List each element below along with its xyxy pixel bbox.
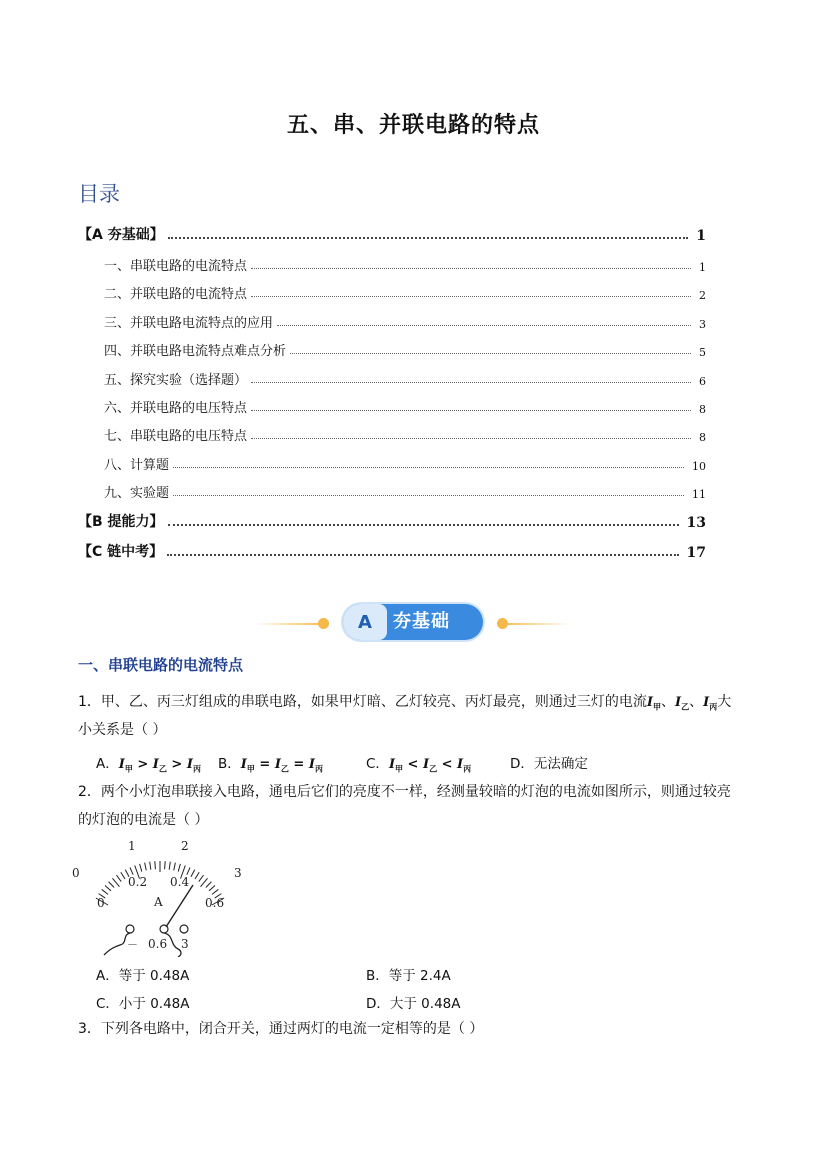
toc-entry-page: 8 <box>699 431 706 444</box>
scale-tick <box>187 867 190 874</box>
toc-entry-label: 三、并联电路电流特点的应用 <box>104 316 274 331</box>
toc-leader-dots <box>251 268 691 269</box>
toc-leader-dots <box>251 438 691 439</box>
toc-entry[interactable] <box>104 254 706 274</box>
toc-entry[interactable] <box>104 424 706 444</box>
scale-tick <box>165 861 166 869</box>
ammeter-dial-figure <box>70 835 250 957</box>
toc-entry-page: 17 <box>686 545 706 561</box>
scale-tick <box>102 889 108 894</box>
question-1-line-2: 小关系是（ ） <box>78 722 167 738</box>
scale-tick <box>150 862 151 870</box>
scale-label-lower-0: 0 <box>97 896 105 910</box>
banner-line-right <box>500 623 570 625</box>
scale-tick <box>130 867 133 874</box>
scale-tick <box>191 870 195 877</box>
toc-entry-page: 2 <box>699 289 706 302</box>
toc-entry-page: 10 <box>692 460 706 473</box>
toc-entry[interactable] <box>104 368 706 388</box>
scale-label-upper-2: 2 <box>181 839 189 853</box>
toc-leader-dots <box>167 554 678 556</box>
toc-entry[interactable] <box>78 511 706 531</box>
scale-label-lower-1: 0.2 <box>128 875 148 889</box>
toc-entry-label: 五、探究实验（选择题） <box>104 373 248 388</box>
toc-entry-page: 5 <box>699 346 706 359</box>
terminal-3 <box>180 925 188 933</box>
toc-heading: 目录 <box>78 182 120 206</box>
toc-entry-label: 八、计算题 <box>104 458 170 473</box>
toc-entry-label: 二、并联电路的电流特点 <box>104 287 248 302</box>
toc-entry-label: 九、实验题 <box>104 486 170 501</box>
scale-tick <box>155 861 156 869</box>
current-yi: $I_乙$ <box>675 695 690 712</box>
toc-entry-label: 七、串联电路的电压特点 <box>104 429 248 444</box>
toc-leader-dots <box>251 382 691 383</box>
scale-tick <box>145 863 147 871</box>
question-1-line-1: 1．甲、乙、丙三灯组成的串联电路，如果甲灯暗、乙灯较亮、丙灯最亮，则通过三灯的电流$I_甲$、$I_乙$、$I_丙$大 <box>78 694 732 712</box>
toc-leader-dots <box>251 410 691 411</box>
page-title: 五、串、并联电路的特点 <box>286 113 540 138</box>
scale-tick <box>212 889 218 894</box>
banner-letter: A <box>343 604 387 640</box>
banner-pill <box>343 604 483 640</box>
scale-tick <box>105 885 111 890</box>
scale-tick <box>121 872 125 879</box>
toc-leader-dots <box>168 237 689 239</box>
toc-entry-label: 六、并联电路的电压特点 <box>104 401 248 416</box>
toc-entry-page: 6 <box>699 375 706 388</box>
toc-entry-page: 13 <box>686 515 706 531</box>
ammeter-needle <box>166 885 193 927</box>
scale-tick <box>117 875 122 881</box>
toc-leader-dots <box>290 353 691 354</box>
toc-entry-page: 1 <box>699 261 706 274</box>
scale-tick <box>112 878 119 886</box>
toc-entry[interactable] <box>78 541 706 561</box>
toc-entry-page: 1 <box>696 228 706 244</box>
banner-dot-left <box>318 618 329 629</box>
question-2-option-c[interactable]: C．小于 0.48A <box>96 996 190 1012</box>
scale-tick <box>195 872 199 879</box>
toc-entry-label: 【B 提能力】 <box>78 514 164 530</box>
toc-entry-label: 【C 链中考】 <box>78 544 164 560</box>
banner-line-left <box>255 623 325 625</box>
current-jia: $I_甲$ <box>646 695 661 712</box>
toc-entry-label: 一、串联电路的电流特点 <box>104 259 248 274</box>
toc-entry-page: 11 <box>692 488 706 501</box>
unit-label: A <box>154 895 163 909</box>
scale-label-lower-3: 0.6 <box>205 896 225 910</box>
toc-leader-dots <box>251 296 691 297</box>
toc-entry[interactable] <box>104 396 706 416</box>
question-1-option-b[interactable]: B．$I_甲 = I_乙 = I_丙$ <box>218 756 323 774</box>
toc-entry[interactable] <box>104 282 706 302</box>
toc-entry-page: 8 <box>699 403 706 416</box>
terminal-0.6 <box>160 925 168 933</box>
terminal-label-3: 3 <box>181 937 189 951</box>
question-2-option-b[interactable]: B．等于 2.4A <box>366 968 451 984</box>
toc-entry[interactable] <box>78 224 706 244</box>
banner-text: 夯基础 <box>393 611 450 632</box>
section-banner <box>0 603 827 641</box>
toc-leader-dots <box>173 467 684 468</box>
toc-entry[interactable] <box>104 481 706 501</box>
question-1-option-c[interactable]: C．$I_甲 < I_乙 < I_丙$ <box>366 756 472 774</box>
toc-entry-page: 3 <box>699 318 706 331</box>
scale-tick <box>200 878 207 886</box>
terminal-label-0.6: 0.6 <box>148 937 168 951</box>
scale-tick <box>169 862 170 870</box>
toc-leader-dots <box>168 524 679 526</box>
scale-label-upper-1: 1 <box>128 839 136 853</box>
terminal-label-negative: － <box>127 938 138 951</box>
question-2-line-2: 的灯泡的电流是（ ） <box>78 812 209 828</box>
scale-label-lower-2: 0.4 <box>170 875 190 889</box>
toc-leader-dots <box>173 495 684 496</box>
question-2-line-1: 2．两个小灯泡串联接入电路，通电后它们的亮度不一样，经测量较暗的灯泡的电流如图所示，则通过较亮 <box>78 784 731 800</box>
section-heading: 一、串联电路的电流特点 <box>78 656 244 674</box>
question-2-option-d[interactable]: D．大于 0.48A <box>366 996 461 1012</box>
toc-entry[interactable] <box>104 339 706 359</box>
question-2-option-a[interactable]: A．等于 0.48A <box>96 968 190 984</box>
toc-leader-dots <box>277 325 691 326</box>
current-bing: $I_丙$ <box>703 695 718 712</box>
scale-tick <box>109 882 115 888</box>
scale-label-upper-3: 3 <box>234 866 242 880</box>
question-1-option-a[interactable]: A．$I_甲 > I_乙 > I_丙$ <box>96 756 201 774</box>
question-3-line-1: 3．下列各电路中，闭合开关，通过两灯的电流一定相等的是（ ） <box>78 1021 484 1037</box>
toc-entry[interactable] <box>104 311 706 331</box>
scale-tick <box>206 882 212 888</box>
question-1-option-d[interactable]: D．无法确定 <box>510 756 588 772</box>
scale-tick <box>140 864 142 872</box>
toc-entry-label: 四、并联电路电流特点难点分析 <box>104 344 287 359</box>
scale-tick <box>199 875 204 881</box>
scale-label-upper-0: 0 <box>72 866 80 880</box>
scale-tick <box>178 864 180 872</box>
toc-entry-label: 【A 夯基础】 <box>78 227 164 243</box>
scale-tick <box>209 885 215 890</box>
toc-entry[interactable] <box>104 453 706 473</box>
scale-tick <box>174 863 176 871</box>
terminal-negative <box>126 925 134 933</box>
